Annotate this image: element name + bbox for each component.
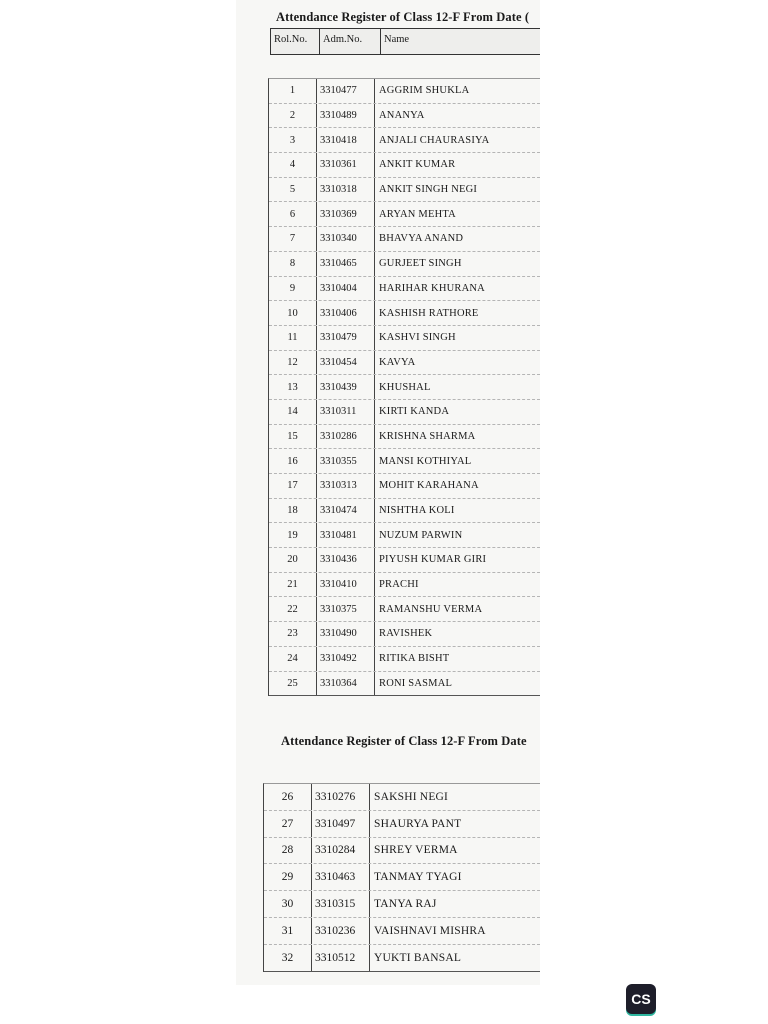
student-name-cell: ANJALI CHAURASIYA: [379, 134, 490, 146]
student-name-cell: GURJEET SINGH: [379, 258, 462, 270]
table-row: [269, 301, 540, 326]
attendance-table-page-2: [263, 783, 540, 972]
adm-no-cell: 3310489: [317, 104, 375, 128]
table-row: [269, 597, 540, 622]
adm-no-cell: 3310406: [317, 301, 375, 325]
camscanner-logo-icon: [626, 984, 656, 1014]
roll-no-cell: 3: [269, 128, 317, 152]
student-name-cell: KRISHNA SHARMA: [379, 430, 476, 442]
attendance-table-page-1: [268, 78, 540, 696]
student-name-cell: RAVISHEK: [379, 628, 433, 640]
table-row: [269, 573, 540, 598]
student-name-cell: PRACHI: [379, 579, 419, 591]
adm-no-cell: 3310477: [317, 79, 375, 103]
student-name-cell: TANMAY TYAGI: [374, 871, 462, 884]
student-name-cell: TANYA RAJ: [374, 898, 437, 911]
table-row: [269, 227, 540, 252]
roll-no-cell: 18: [269, 499, 317, 523]
roll-no-cell: 29: [264, 864, 312, 890]
roll-no-cell: 13: [269, 375, 317, 399]
adm-no-cell: 3310355: [317, 449, 375, 473]
roll-no-cell: 8: [269, 252, 317, 276]
table-row: [269, 548, 540, 573]
header-name: Name: [384, 34, 410, 45]
adm-no-cell: 3310512: [312, 945, 370, 971]
table-row: [269, 128, 540, 153]
student-name-cell: PIYUSH KUMAR GIRI: [379, 554, 487, 566]
adm-no-cell: 3310340: [317, 227, 375, 251]
roll-no-cell: 17: [269, 474, 317, 498]
adm-no-cell: 3310418: [317, 128, 375, 152]
student-name-cell: KAVYA: [379, 356, 416, 368]
roll-no-cell: 6: [269, 202, 317, 226]
roll-no-cell: 19: [269, 523, 317, 547]
roll-no-cell: 1: [269, 79, 317, 103]
roll-no-cell: 5: [269, 178, 317, 202]
table-row: [269, 326, 540, 351]
roll-no-cell: 22: [269, 597, 317, 621]
table-row: [269, 523, 540, 548]
table-row: [269, 375, 540, 400]
student-name-cell: KASHISH RATHORE: [379, 307, 479, 319]
roll-no-cell: 14: [269, 400, 317, 424]
table-row: [269, 672, 540, 697]
student-name-cell: SHREY VERMA: [374, 844, 458, 857]
roll-no-cell: 23: [269, 622, 317, 646]
table-row: [269, 449, 540, 474]
student-name-cell: RAMANSHU VERMA: [379, 603, 483, 615]
table-row: [269, 499, 540, 524]
adm-no-cell: 3310375: [317, 597, 375, 621]
table-row: [264, 838, 540, 865]
table-row: [269, 277, 540, 302]
student-name-cell: SAKSHI NEGI: [374, 790, 449, 803]
student-name-cell: KHUSHAL: [379, 381, 431, 393]
adm-no-cell: 3310313: [317, 474, 375, 498]
adm-no-cell: 3310286: [317, 425, 375, 449]
table-row: [269, 425, 540, 450]
table-row: [269, 351, 540, 376]
table-header: [270, 28, 540, 55]
table-row: [264, 784, 540, 811]
adm-no-cell: 3310481: [317, 523, 375, 547]
roll-no-cell: 2: [269, 104, 317, 128]
register-title: Attendance Register of Class 12-F From Date (: [276, 10, 530, 24]
adm-no-cell: 3310284: [312, 838, 370, 864]
table-row: [269, 202, 540, 227]
student-name-cell: SHAURYA PANT: [374, 817, 462, 830]
student-name-cell: NUZUM PARWIN: [379, 529, 463, 541]
scanner-badge-text: CS: [631, 991, 651, 1007]
student-name-cell: RONI SASMAL: [379, 677, 453, 689]
adm-no-cell: 3310369: [317, 202, 375, 226]
roll-no-cell: 31: [264, 918, 312, 944]
student-name-cell: YUKTI BANSAL: [374, 951, 462, 964]
adm-no-cell: 3310404: [317, 277, 375, 301]
adm-no-cell: 3310361: [317, 153, 375, 177]
roll-no-cell: 16: [269, 449, 317, 473]
student-name-cell: BHAVYA ANAND: [379, 233, 464, 245]
table-row: [264, 891, 540, 918]
student-name-cell: MANSI KOTHIYAL: [379, 455, 472, 467]
table-row: [269, 79, 540, 104]
adm-no-cell: 3310236: [312, 918, 370, 944]
table-row: [269, 400, 540, 425]
student-name-cell: KASHVI SINGH: [379, 332, 456, 344]
adm-no-cell: 3310497: [312, 811, 370, 837]
table-row: [264, 811, 540, 838]
roll-no-cell: 21: [269, 573, 317, 597]
roll-no-cell: 20: [269, 548, 317, 572]
roll-no-cell: 12: [269, 351, 317, 375]
roll-no-cell: 11: [269, 326, 317, 350]
roll-no-cell: 24: [269, 647, 317, 671]
adm-no-cell: 3310311: [317, 400, 375, 424]
student-name-cell: VAISHNAVI MISHRA: [374, 924, 486, 937]
student-name-cell: KIRTI KANDA: [379, 406, 450, 418]
adm-no-cell: 3310479: [317, 326, 375, 350]
roll-no-cell: 27: [264, 811, 312, 837]
table-row: [264, 864, 540, 891]
roll-no-cell: 32: [264, 945, 312, 971]
table-row: [269, 647, 540, 672]
roll-no-cell: 4: [269, 153, 317, 177]
student-name-cell: MOHIT KARAHANA: [379, 480, 479, 492]
student-name-cell: ARYAN MEHTA: [379, 208, 456, 220]
adm-no-cell: 3310439: [317, 375, 375, 399]
student-name-cell: ANANYA: [379, 110, 425, 122]
roll-no-cell: 25: [269, 672, 317, 696]
adm-no-cell: 3310315: [312, 891, 370, 917]
table-row: [269, 474, 540, 499]
student-name-cell: HARIHAR KHURANA: [379, 282, 485, 294]
table-row: [264, 945, 540, 972]
table-row: [269, 153, 540, 178]
student-name-cell: ANKIT KUMAR: [379, 159, 456, 171]
student-name-cell: ANKIT SINGH NEGI: [379, 184, 478, 196]
roll-no-cell: 10: [269, 301, 317, 325]
header-adm-no: Adm.No.: [320, 29, 381, 54]
header-roll-no: Rol.No.: [271, 29, 320, 54]
adm-no-cell: 3310410: [317, 573, 375, 597]
roll-no-cell: 9: [269, 277, 317, 301]
roll-no-cell: 15: [269, 425, 317, 449]
adm-no-cell: 3310436: [317, 548, 375, 572]
table-row: [269, 252, 540, 277]
adm-no-cell: 3310454: [317, 351, 375, 375]
table-row: [264, 918, 540, 945]
roll-no-cell: 7: [269, 227, 317, 251]
student-name-cell: AGGRIM SHUKLA: [379, 85, 470, 97]
table-row: [269, 104, 540, 129]
adm-no-cell: 3310276: [312, 784, 370, 810]
adm-no-cell: 3310474: [317, 499, 375, 523]
register-title-continued: Attendance Register of Class 12-F From Date: [281, 734, 527, 748]
table-row: [269, 622, 540, 647]
roll-no-cell: 30: [264, 891, 312, 917]
adm-no-cell: 3310492: [317, 647, 375, 671]
adm-no-cell: 3310364: [317, 672, 375, 696]
adm-no-cell: 3310465: [317, 252, 375, 276]
adm-no-cell: 3310490: [317, 622, 375, 646]
roll-no-cell: 28: [264, 838, 312, 864]
table-row: [269, 178, 540, 203]
adm-no-cell: 3310463: [312, 864, 370, 890]
roll-no-cell: 26: [264, 784, 312, 810]
student-name-cell: NISHTHA KOLI: [379, 505, 455, 517]
student-name-cell: RITIKA BISHT: [379, 653, 450, 665]
adm-no-cell: 3310318: [317, 178, 375, 202]
